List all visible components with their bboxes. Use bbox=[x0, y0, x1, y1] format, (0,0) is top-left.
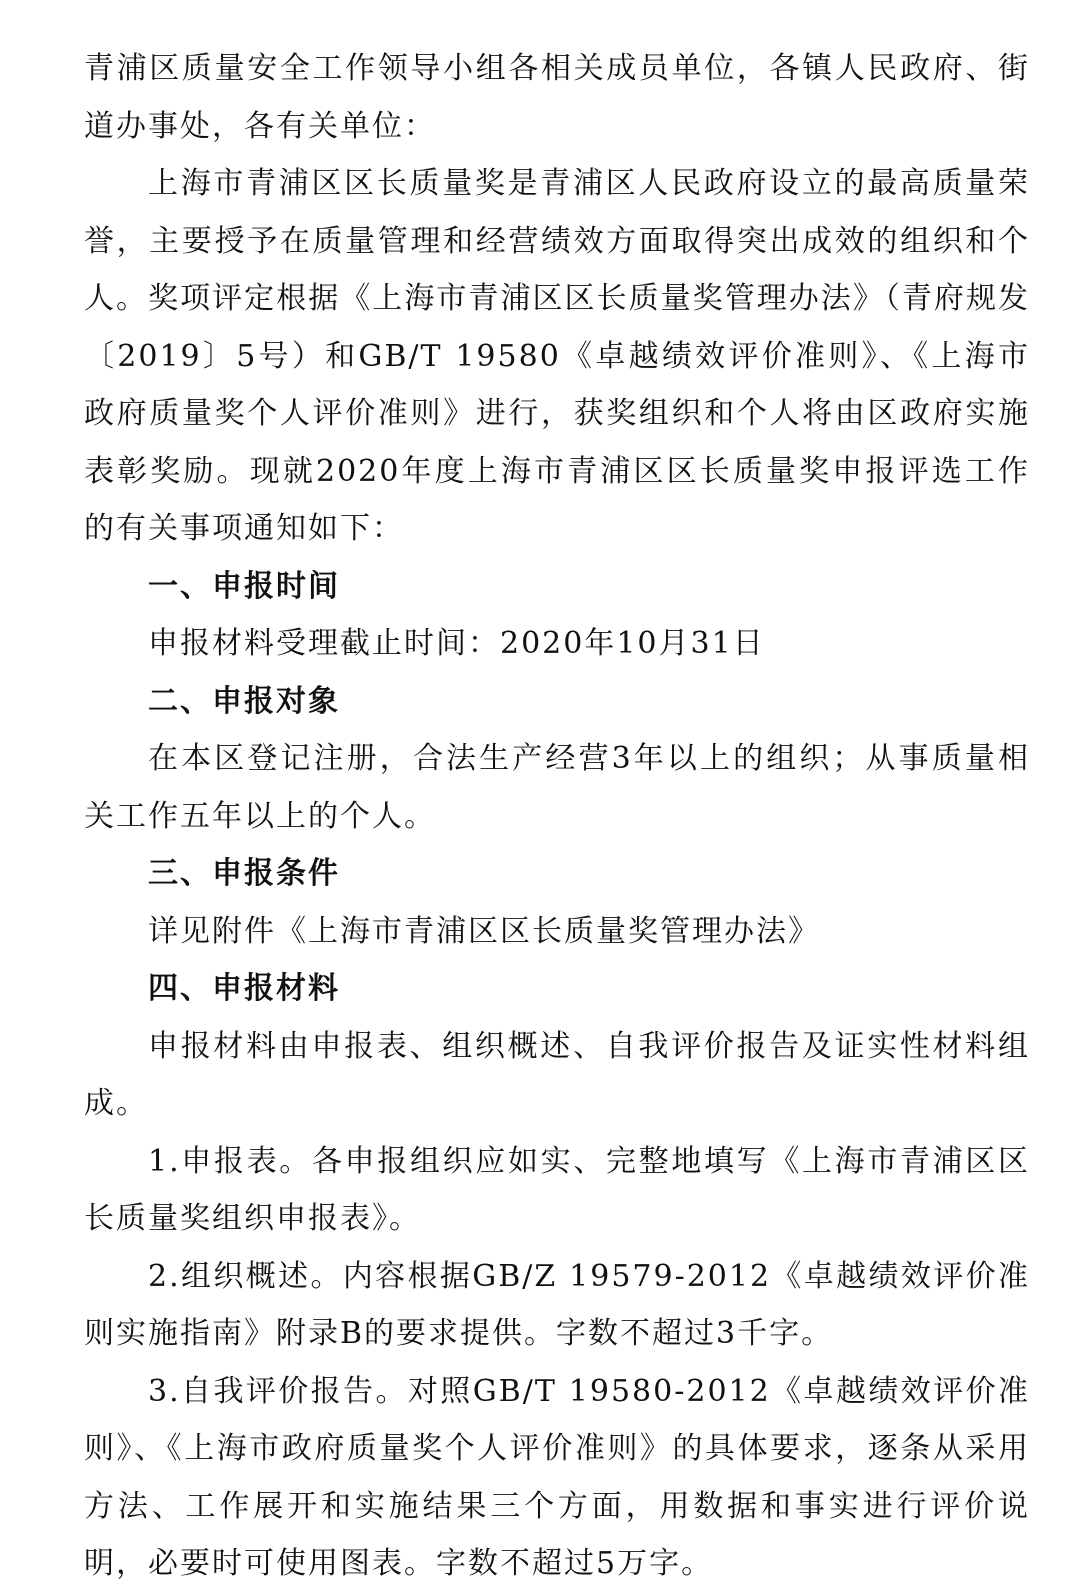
section-target-text: 在本区登记注册，合法生产经营3年以上的组织；从事质量相关工作五年以上的个人。 bbox=[84, 741, 1030, 834]
materials-summary: 申报材料由申报表、组织概述、自我评价报告及证实性材料组成。 bbox=[84, 1028, 1030, 1121]
section-heading-materials: 四、申报材料 bbox=[148, 971, 340, 1006]
section-heading-time: 一、申报时间 bbox=[148, 568, 340, 604]
section-heading-conditions: 三、申报条件 bbox=[148, 856, 340, 891]
intro-paragraph: 上海市青浦区区长质量奖是青浦区人民政府设立的最高质量荣誉，主要授予在质量管理和经营绩效方面取得突出成效的组织和个人。奖项评定根据《上海市青浦区区长质量奖管理办法》（青府规发〔2019〕5号）和GB/T 19580《卓越绩效评价准则》、《上海市政府质量奖个人评价准则》进行，获奖组织和个人将由区政府实施表彰奖励。现就2020年度上海市青浦区区长质量奖申报评选工作的有关事项通知如下： bbox=[84, 166, 1030, 546]
salutation: 青浦区质量安全工作领导小组各相关成员单位，各镇人民政府、街道办事处，各有关单位： bbox=[84, 51, 1030, 144]
document-page bbox=[84, 40, 1030, 1593]
materials-item-2: 2.组织概述。内容根据GB/Z 19579-2012《卓越绩效评价准则实施指南》附录B的要求提供。字数不超过3千字。 bbox=[84, 1258, 1030, 1351]
materials-item-3: 3.自我评价报告。对照GB/T 19580-2012《卓越绩效评价准则》、《上海市政府质量奖个人评价准则》的具体要求，逐条从采用方法、工作展开和实施结果三个方面，用数据和事实进行评价说明，必要时可使用图表。字数不超过5万字。 bbox=[84, 1373, 1030, 1581]
materials-item-1: 1.申报表。各申报组织应如实、完整地填写《上海市青浦区区长质量奖组织申报表》。 bbox=[84, 1143, 1030, 1236]
section-conditions-text: 详见附件《上海市青浦区区长质量奖管理办法》 bbox=[148, 913, 820, 949]
section-time-text: 申报材料受理截止时间：2020年10月31日 bbox=[148, 626, 765, 661]
section-heading-target: 二、申报对象 bbox=[148, 683, 340, 719]
